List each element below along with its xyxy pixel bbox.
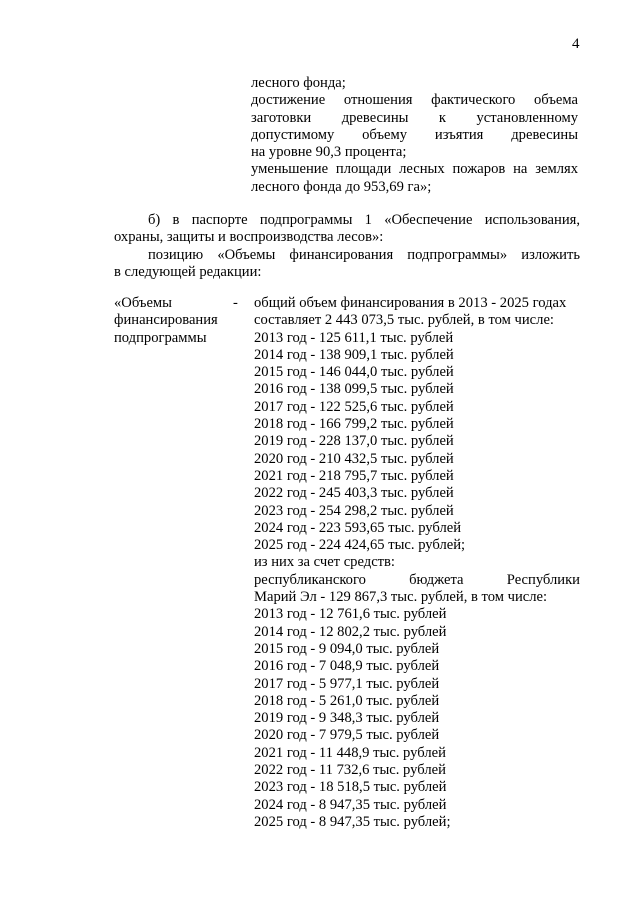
funding-line: составляет 2 443 073,5 тыс. рублей, в том числе:: [254, 312, 554, 329]
funding-line: 2022 год - 245 403,3 тыс. рублей: [254, 485, 454, 502]
label-line: финансирования: [114, 312, 218, 329]
funding-line: 2018 год - 166 799,2 тыс. рублей: [254, 416, 454, 433]
table-dash: -: [233, 295, 238, 311]
funding-line: 2021 год - 218 795,7 тыс. рублей: [254, 467, 454, 484]
funding-line: общий объем финансирования в 2013 - 2025 годах: [254, 295, 567, 311]
funding-line: 2015 год - 146 044,0 тыс. рублей: [254, 364, 454, 381]
top-text-block: [251, 75, 578, 196]
funding-line: 2016 год - 138 099,5 тыс. рублей: [254, 381, 454, 398]
text-line: заготовки древесины к установленному: [251, 109, 578, 126]
table-left-cell: [114, 295, 244, 347]
funding-line: 2017 год - 122 525,6 тыс. рублей: [254, 398, 454, 415]
funding-line: 2019 год - 228 137,0 тыс. рублей: [254, 433, 454, 450]
text-line: уменьшение площади лесных пожаров на землях: [251, 161, 578, 178]
amendment-paragraph: [114, 212, 580, 281]
funding-line: 2025 год - 8 947,35 тыс. рублей;: [254, 813, 451, 830]
text-line: лесного фонда до 953,69 га»;: [251, 178, 432, 195]
funding-line: 2016 год - 7 048,9 тыс. рублей: [254, 658, 440, 675]
funding-line: 2020 год - 7 979,5 тыс. рублей: [254, 727, 440, 744]
funding-line: республиканского бюджета Республики: [254, 571, 580, 588]
funding-line: 2014 год - 12 802,2 тыс. рублей: [254, 623, 447, 640]
text-line: позицию «Объемы финансирования подпрограммы» изложить: [148, 246, 580, 263]
funding-line: 2013 год - 12 761,6 тыс. рублей: [254, 606, 447, 623]
funding-line: 2025 год - 224 424,65 тыс. рублей;: [254, 537, 466, 554]
funding-line: 2023 год - 254 298,2 тыс. рублей: [254, 502, 454, 519]
text-line: лесного фонда;: [251, 75, 346, 91]
funding-line: 2015 год - 9 094,0 тыс. рублей: [254, 640, 440, 657]
text-line: б) в паспорте подпрограммы 1 «Обеспечение использования,: [148, 212, 580, 228]
label-line: подпрограммы: [114, 329, 207, 346]
text-line: охраны, защиты и воспроизводства лесов»:: [114, 229, 384, 246]
funding-line: 2019 год - 9 348,3 тыс. рублей: [254, 710, 440, 727]
label-line: «Объемы: [114, 295, 172, 311]
funding-line: 2024 год - 223 593,65 тыс. рублей: [254, 519, 462, 536]
funding-line: 2020 год - 210 432,5 тыс. рублей: [254, 450, 454, 467]
funding-line: 2023 год - 18 518,5 тыс. рублей: [254, 779, 447, 796]
funding-line: 2022 год - 11 732,6 тыс. рублей: [254, 762, 446, 779]
table-right-cell: [254, 295, 580, 831]
text-line: достижение отношения фактического объема: [251, 92, 578, 109]
text-line: допустимому объему изъятия древесины: [251, 126, 578, 143]
funding-line: Марий Эл - 129 867,3 тыс. рублей, в том числе:: [254, 589, 548, 606]
funding-line: из них за счет средств:: [254, 554, 395, 571]
funding-line: 2014 год - 138 909,1 тыс. рублей: [254, 346, 454, 363]
page-number: 4: [572, 36, 580, 52]
funding-line: 2018 год - 5 261,0 тыс. рублей: [254, 692, 440, 709]
funding-line: 2017 год - 5 977,1 тыс. рублей: [254, 675, 440, 692]
text-line: в следующей редакции:: [114, 263, 262, 280]
funding-line: 2024 год - 8 947,35 тыс. рублей: [254, 796, 447, 813]
funding-line: 2021 год - 11 448,9 тыс. рублей: [254, 744, 446, 761]
text-line: на уровне 90,3 процента;: [251, 144, 407, 161]
funding-line: 2013 год - 125 611,1 тыс. рублей: [254, 329, 454, 346]
